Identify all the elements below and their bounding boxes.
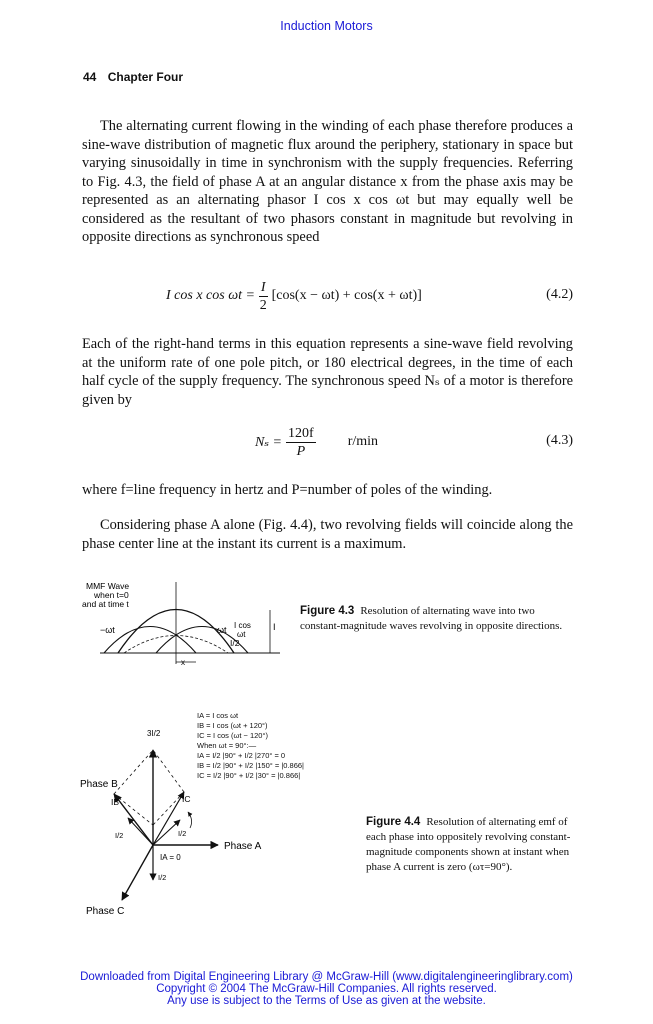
paragraph-1: The alternating current flowing in the winding of each phase therefore produces a sine-wave distribution of magnetic flux around the periphery, stationary in space but varying sinusoidally in time in synchronism with the supply frequencies. Referring to Fig. 4.3, the field of phase A at an angular distance x from the phase axis may be represented as an alternating phasor I cos x cos ωt but may equally well be considered as the resultant of two phasors constant in magnitude but revolving in opposite directions as synchronous speed bbox=[82, 118, 573, 245]
footer-line-1: Downloaded from Digital Engineering Library @ McGraw-Hill (www.digitalengineeringlibrary.com) bbox=[80, 971, 573, 983]
eq42-frac-num: I bbox=[260, 279, 266, 295]
paragraph-4: Considering phase A alone (Fig. 4.4), two revolving fields will coincide along the phase center line at the instant its current is a maximum. bbox=[82, 517, 573, 552]
eq43-lhs: Nₛ = bbox=[255, 434, 283, 450]
figure-4-3-diagram bbox=[80, 578, 290, 668]
eq42-frac-den: 2 bbox=[259, 297, 267, 313]
fig43-backward-wave bbox=[104, 627, 196, 654]
fig44-eq-1: IA = I cos ωt bbox=[197, 711, 239, 720]
fig44-eq-3: IC = I cos (ωt − 120°) bbox=[197, 731, 268, 740]
figure-4-4-caption-text: Resolution of alternating emf of each phase into oppositely revolving constant-magnitude components shown at instant when phase A current is zero (ωτ=90°). bbox=[366, 816, 571, 873]
fig44-phase-c-axis bbox=[122, 845, 153, 900]
page-header bbox=[83, 70, 183, 84]
fig44-half-phasor-left bbox=[128, 818, 153, 845]
fig43-half-label: I/2 bbox=[230, 638, 240, 648]
fig44-phase-a-label: Phase A bbox=[224, 841, 262, 852]
fig44-half-phasor-right bbox=[153, 820, 180, 845]
fig44-eq-7: IC = I/2 |90° + I/2 |30° = |0.866| bbox=[197, 771, 301, 780]
fig43-icos-wt: ωt bbox=[237, 630, 246, 639]
eq42-rhs: [cos(x − ωt) + cos(x + ωt)] bbox=[271, 288, 422, 303]
fig43-mmf-label-1: MMF Wave bbox=[86, 581, 130, 591]
eq42-fraction bbox=[259, 279, 268, 314]
eq43-number: (4.3) bbox=[546, 433, 573, 448]
figure-4-3-caption bbox=[300, 604, 574, 634]
fig44-half-bottom: I/2 bbox=[158, 873, 167, 882]
footer-line-3: Any use is subject to the Terms of Use as given at the website. bbox=[167, 995, 486, 1007]
figure-4-3-caption-text: Resolution of alternating wave into two constant-magnitude waves revolving in opposite directions. bbox=[300, 605, 563, 632]
fig43-mmf-label-3: and at time t bbox=[82, 599, 129, 609]
eq43-fraction bbox=[286, 425, 316, 460]
fig43-plus-wt: ωt bbox=[217, 625, 227, 635]
figure-4-4-diagram bbox=[78, 720, 308, 920]
fig44-dashed-1 bbox=[114, 750, 153, 794]
chapter-title: Chapter Four bbox=[107, 70, 184, 84]
fig44-eq-2: IB = I cos (ωt + 120°) bbox=[197, 721, 268, 730]
running-head: Induction Motors bbox=[280, 19, 373, 33]
fig44-half-left: I/2 bbox=[115, 831, 124, 840]
fig44-ia-zero: IA = 0 bbox=[160, 853, 181, 862]
figure-4-3-label: Figure 4.3 bbox=[300, 605, 355, 617]
fig44-rotation-arrow bbox=[188, 812, 192, 828]
fig44-eq-4: When ωt = 90°:— bbox=[197, 741, 257, 750]
eq43-rhs: r/min bbox=[347, 434, 379, 449]
fig44-phase-c-label: Phase C bbox=[86, 906, 125, 917]
equation-4-3 bbox=[82, 422, 573, 462]
fig44-dashed-2 bbox=[153, 750, 184, 792]
fig43-i-label: I bbox=[273, 622, 276, 632]
paragraph-3: where f=line frequency in hertz and P=number of poles of the winding. bbox=[82, 482, 493, 498]
fig44-ic-label: IC bbox=[182, 794, 191, 804]
fig44-eq-6: IB = I/2 |90° + I/2 |150° = |0.866| bbox=[197, 761, 304, 770]
equation-4-2 bbox=[82, 276, 573, 316]
fig44-eq-5: IA = I/2 |90° + I/2 |270° = 0 bbox=[197, 751, 286, 760]
fig43-x-label: x bbox=[181, 658, 185, 667]
eq42-number: (4.2) bbox=[546, 287, 573, 302]
footer-line-2: Copyright © 2004 The McGraw-Hill Companies. All rights reserved. bbox=[156, 983, 497, 995]
fig44-half-right: I/2 bbox=[178, 829, 187, 838]
eq43-frac-den: P bbox=[296, 443, 306, 459]
eq43-frac-num: 120f bbox=[288, 425, 314, 441]
fig43-icos-label: I cos bbox=[234, 621, 251, 630]
page-number: 44 bbox=[83, 70, 97, 84]
paragraph-2: Each of the right-hand terms in this equation represents a sine-wave field revolving at the uniform rate of one pole pitch, or 180 electrical degrees, in the time of each half cycle of the supply frequency. The synchronous speed Nₛ of a motor is therefore given by bbox=[82, 336, 573, 408]
figure-4-4-label: Figure 4.4 bbox=[366, 816, 421, 828]
fig43-mmf-label-2: when t=0 bbox=[94, 590, 129, 600]
fig44-phase-b-label: Phase B bbox=[80, 779, 118, 790]
figure-4-4-caption bbox=[366, 815, 574, 875]
fig44-three-i-half: 3I/2 bbox=[147, 729, 161, 738]
fig44-ib-label: IB bbox=[111, 797, 120, 807]
eq42-lhs: I cos x cos ωt = bbox=[166, 288, 255, 303]
fig43-minus-wt: −ωt bbox=[100, 625, 115, 635]
